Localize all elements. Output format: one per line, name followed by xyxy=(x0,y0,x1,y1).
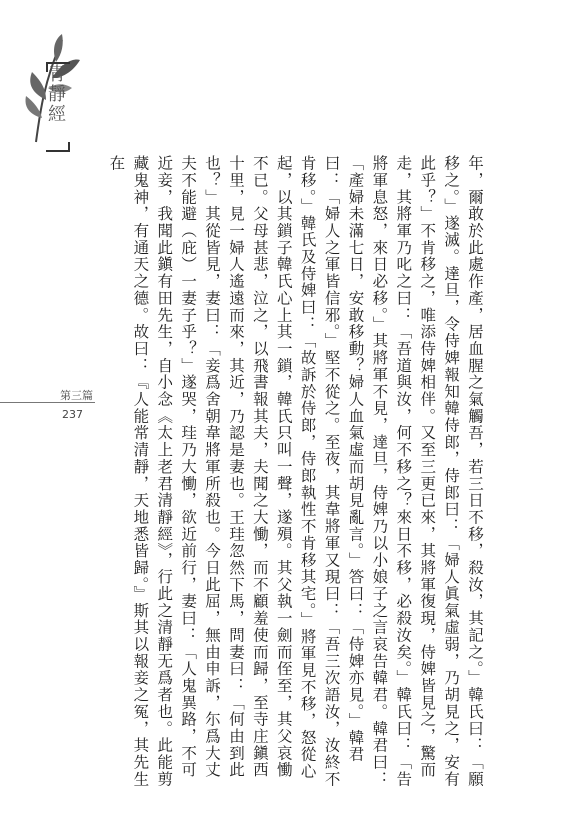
body-text: 年，爾敢於此處作產，居血腥之氣觸吾，若三日不移，殺汝，其記之。」韓氏曰：「願移之。」遂滅。達旦，令侍婢報知韓侍郎，侍郎曰：「婦人眞氣虛弱，乃胡見之，安有此乎？」不肯移之，唯添侍婢相伴。又至三更已來，其將軍復現，侍婢皆見之，驚而走，其將軍乃叱之曰：「吾道與汝，何不移之？來日不移，必殺汝矣。」韓氏曰：「告將軍息怒，來日必移。」其將軍不見，達旦，侍婢乃以小娘子之言哀告韓君。韓君曰：「產婦未滿七日，安敢移動？婦人血氣虛而胡見亂言。」答曰：「侍婢亦見。」韓君曰：「婦人之軍皆信邪。」堅不從之。至夜，其韋將軍又現曰：「吾三次語汝，汝終不肯移。」韓氏及侍婢曰：「故訴於侍郎，侍郎執性不肯移其宅。」將軍見不移，怒從心起，以其鎖子韓氏心上其一鎖，韓氏只叫一聲，遂殞。其父執一劍而侄至，其父哀慟不已。父母甚悲，泣之，以飛書報其夫，夫聞之大慟，而不顧羞使而歸，至寺庄鎭西十里，見一婦人遙遠而來，其近，乃認是妻也。王珪忽然下馬，問妻曰：「何由到此也？」其從皆見，妻曰：「妾爲舍朝韋將軍所殺也。今日此屈，無由申訴，尓爲大丈夫不能避（庇）一妻子乎？」遂哭，珪乃大慟，欲近前行，妻曰：「人鬼異路，不可近妾，我聞此鎭有田先生，自小念《太上老君清靜經》，行此之清靜无爲者也。此能剪藏鬼神，有通天之德。故曰：『人能常清靜，天地悉皆歸。』斯其以報妾之冤，其先生在 xyxy=(107,155,484,788)
chapter-label: 第三篇 xyxy=(60,389,93,402)
logo-bracket-bottom xyxy=(46,142,70,152)
chapter-rule xyxy=(0,402,95,403)
page-number: 237 xyxy=(62,408,83,421)
logo-title: 青靜經 xyxy=(45,64,66,124)
